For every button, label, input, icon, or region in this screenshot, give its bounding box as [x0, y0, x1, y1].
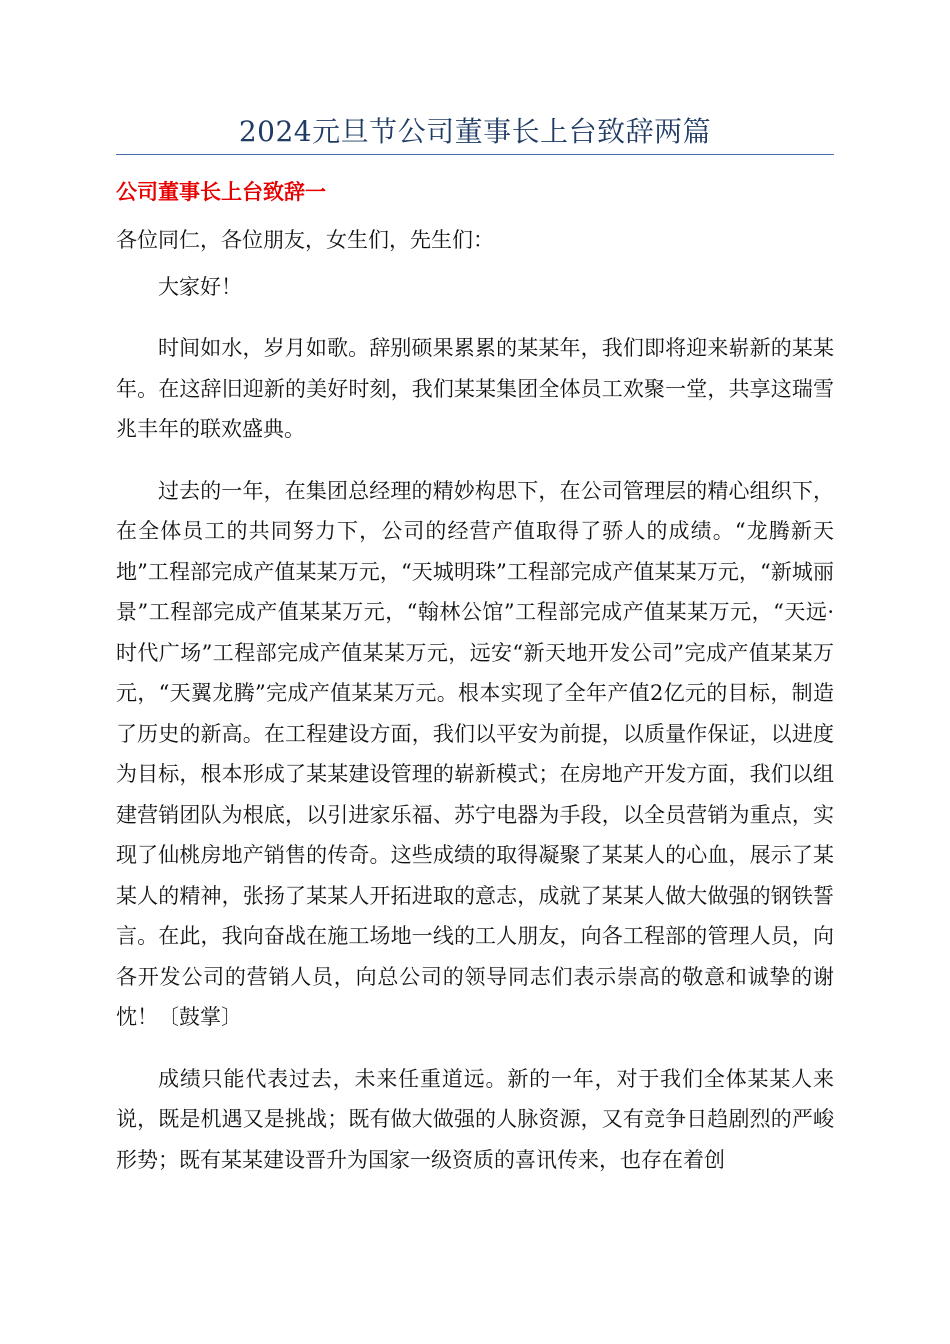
section-heading: 公司董事长上台致辞一 [116, 180, 326, 204]
document-body [116, 220, 834, 1201]
paragraph-opening: 时间如水，岁月如歌。辞别硕果累累的某某年，我们即将迎来崭新的某某年。在这辞旧迎新的美好时刻，我们某某集团全体员工欢聚一堂，共享这瑞雪兆丰年的联欢盛典。 [116, 336, 834, 441]
paragraph-outlook: 成绩只能代表过去，未来任重道远。新的一年，对于我们全体某某人来说，既是机遇又是挑战；既有做大做强的人脉资源，又有竞争日趋剧烈的严峻形势；既有某某建设晋升为国家一级资质的喜讯传来，也存在着创 [116, 1066, 834, 1172]
paragraph-greeting: 大家好！ [158, 274, 242, 299]
title-underline [116, 154, 834, 155]
salutation: 各位同仁，各位朋友，女生们，先生们： [116, 228, 494, 252]
paragraph-achievements: 过去的一年，在集团总经理的精妙构思下，在公司管理层的精心组织下，在全体员工的共同努力下，公司的经营产值取得了骄人的成绩。“龙腾新天地”工程部完成产值某某万元，“天城明珠”工程部完成产值某某万元，“新城丽景”工程部完成产值某某万元，“翰林公馆”工程部完成产值某某万元，“天远·时代广场”工程部完成产值某某万元，远安“新天地开发公司”完成产值某某万元，“天翼龙腾”完成产值某某万元。根本实现了全年产值2亿元的目标，制造了历史的新高。在工程建设方面，我们以平安为前提，以质量作保证，以进度为目标，根本形成了某某建设管理的崭新模式；在房地产开发方面，我们以组建营销团队为根底，以引进家乐福、苏宁电器为手段，以全员营销为重点，实现了仙桃房地产销售的传奇。这些成绩的取得凝聚了某某人的心血，展示了某某人的精神，张扬了某某人开拓进取的意志，成就了某某人做大做强的钢铁誓言。在此，我向奋战在施工场地一线的工人朋友，向各工程部的管理人员，向各开发公司的营销人员，向总公司的领导同志们表示崇高的敬意和诚挚的谢忱！〔鼓掌〕 [116, 478, 834, 1029]
document-title: 2024元旦节公司董事长上台致辞两篇 [238, 115, 712, 148]
